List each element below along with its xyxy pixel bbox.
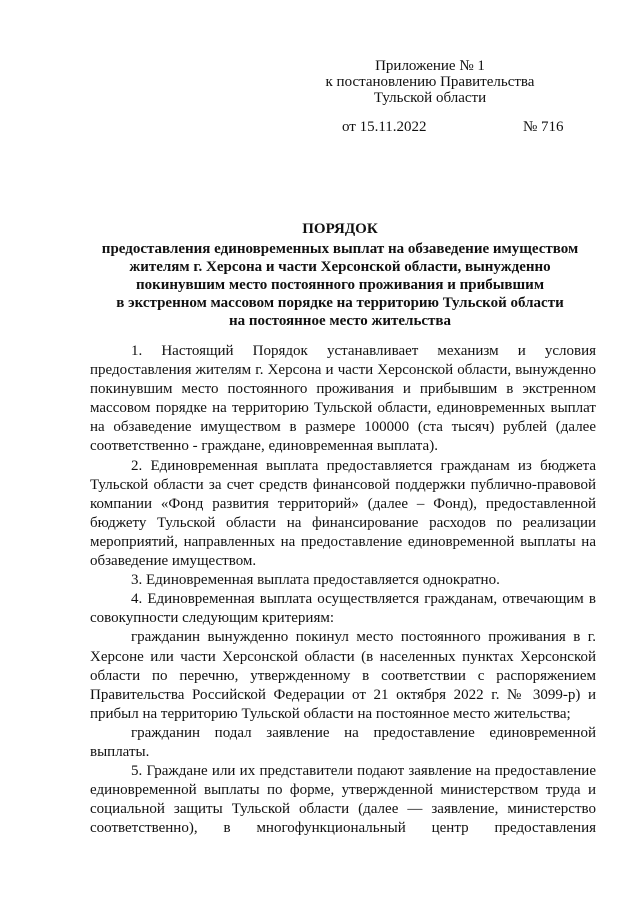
paragraph-criterion-1: гражданин вынужденно покинул место постоянного проживания в г. Херсоне или части Херсонской области (в населенных пунктах Херсонской области по перечню, утвержденному в соответствии с распоряжением Правительства Российской Федерации от 21 октября 2022 г. № 3099-р) и прибыл на территорию Тульской области на постоянное место жительства;: [90, 629, 596, 722]
title-line-5: на постоянное место жительства: [228, 313, 452, 329]
document-body: [90, 342, 596, 838]
appendix-line-3: Тульской области: [373, 90, 487, 106]
title-line-3: покинувшим место постоянного проживания и прибывшим: [135, 277, 545, 293]
appendix-line-2: к постановлению Правительства: [325, 74, 535, 90]
document-number: № 716: [523, 119, 564, 135]
title-line-4: в экстренном массовом порядке на территорию Тульской области: [116, 295, 564, 311]
title-line-1: предоставления единовременных выплат на обзаведение имуществом: [101, 241, 579, 257]
appendix-header: [300, 58, 560, 106]
paragraph-criterion-2: гражданин подал заявление на предоставление единовременной выплаты.: [90, 724, 596, 760]
title-main: ПОРЯДОК: [302, 221, 378, 237]
appendix-line-1: Приложение № 1: [375, 58, 485, 74]
paragraph-1: 1. Настоящий Порядок устанавливает механизм и условия предоставления жителям г. Херсона и части Херсонской области, вынужденно покинувшим место постоянного проживания и прибывшим в экстренном массовом порядке на территорию Тульской области, единовременных выплат на обзаведение имуществом в размере 100000 (ста тысяч) рублей (далее соответственно - граждане, единовременная выплата).: [90, 343, 596, 455]
paragraph-2: 2. Единовременная выплата предоставляется гражданам из бюджета Тульской области за счет средств финансовой поддержки публично-правовой компании «Фонд развития территорий» (далее – Фонд), предоставленной бюджету Тульской области на финансирование расходов по реализации мероприятий, направленных на предоставление единовременной выплаты на обзаведение имуществом.: [90, 457, 596, 570]
title-line-2: жителям г. Херсона и части Херсонской области, вынужденно: [129, 259, 551, 275]
paragraph-3: 3. Единовременная выплата предоставляется однократно.: [131, 572, 500, 589]
paragraph-4: 4. Единовременная выплата осуществляется гражданам, отвечающим в совокупности следующим критериям:: [90, 591, 596, 627]
document-title: [90, 220, 590, 330]
document-date: от 15.11.2022: [342, 119, 427, 135]
paragraph-5: 5. Граждане или их представители подают заявление на предоставление единовременной выплаты по форме, утвержденной министерством труда и социальной защиты Тульской области (далее — заявление, министерство соответственно), в многофункциональный центр предоставления: [90, 763, 596, 837]
